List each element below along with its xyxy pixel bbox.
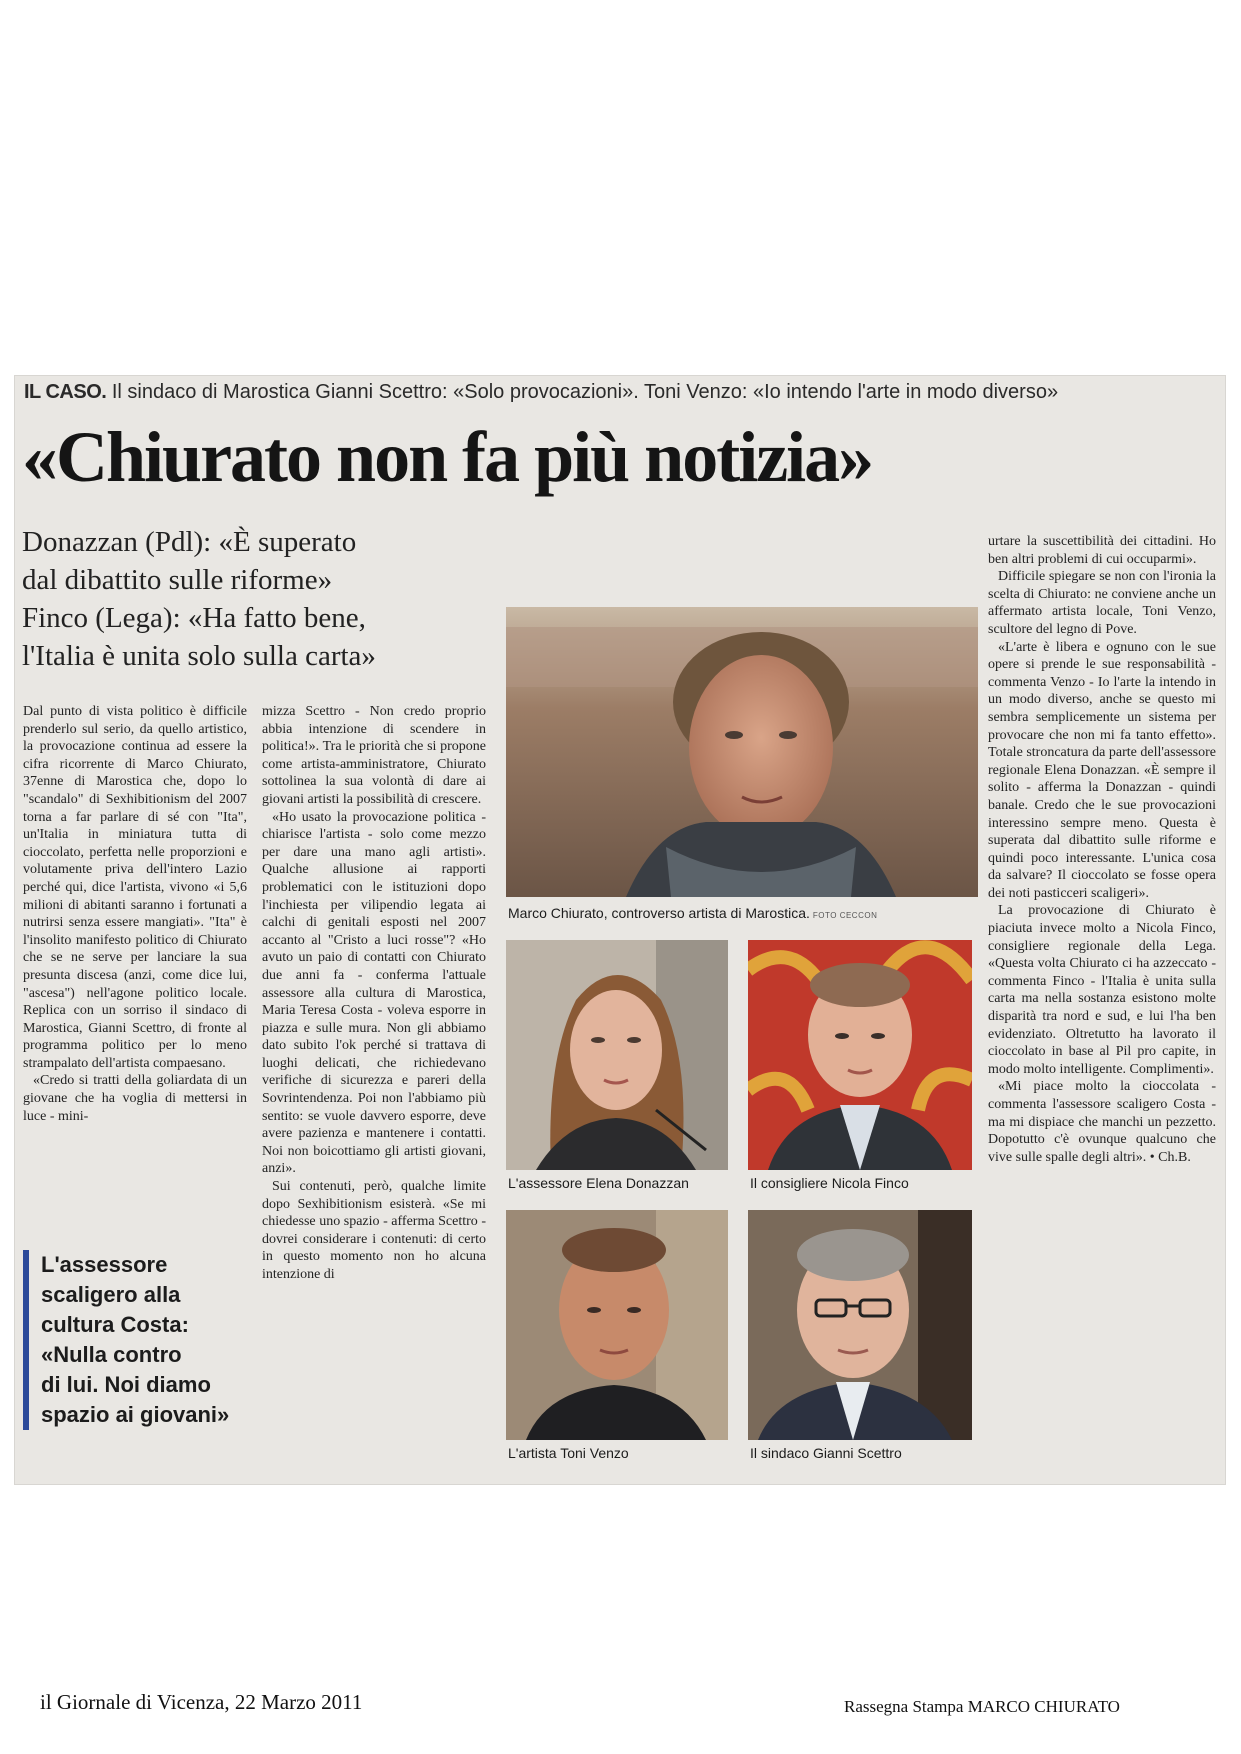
kicker-text: Il sindaco di Marostica Gianni Scettro: «Solo provocazioni». Toni Venzo: «Io intendo l'arte in modo diverso»	[106, 381, 1059, 403]
photo-gianni-scettro	[748, 1210, 972, 1440]
kicker	[24, 381, 1214, 404]
subheadline	[22, 523, 452, 675]
portrait-image	[748, 1210, 972, 1440]
paragraph: «Ho usato la provocazione politica - chiarisce l'artista - solo come mezzo per dare una mano agli artisti». Qualche allusione ai rapporti problematici con le istituzioni dopo l'inchiesta per vilipendio legata ai calchi di genitali esposti nel 2007 accanto al "Cristo a luci rosse"? «Ho avuto un paio di contatti con Chiurato due anni fa - conferma l'attuale assessore alla cultura di Marostica, Maria Teresa Costa - voleva esporre in piazza e sulle mura. Non gli abbiamo dato subito l'ok perché si trattava di luoghi delicati, che richiedevano verifiche di sicurezza e pareri della Sovrintendenza. Poi non l'abbiamo più sentito: se vuole davvero esporre, deve avere pazienza e mantenere i contatti. Noi non boicottiamo gli artisti giovani, anzi».	[262, 809, 486, 1177]
paragraph: «Mi piace molto la cioccolata - commenta l'assessore scaligero Costa - ma mi dispiace che manchi un pezzetto. Dopotutto c'è ovunque qualcuno che vive sulle spalle degli altri». • Ch.B.	[988, 1079, 1216, 1165]
subhead-line: Finco (Lega): «Ha fatto bene,	[22, 602, 366, 634]
headline: «Chiurato non fa più notizia»	[22, 417, 873, 497]
photo-marco-chiurato	[506, 607, 978, 897]
paragraph: Difficile spiegare se non con l'ironia la scelta di Chiurato: ne conviene anche un affermato artista locale, Toni Venzo, scultore del legno di Pove.	[988, 569, 1216, 637]
article-column-1	[23, 703, 247, 1183]
press-review-label: Rassegna Stampa MARCO CHIURATO	[844, 1697, 1120, 1716]
caption-venzo: L'artista Toni Venzo	[508, 1445, 629, 1461]
subhead-line: l'Italia è unita solo sulla carta»	[22, 640, 376, 672]
paragraph: «Credo si tratti della goliardata di un giovane che ha voglia di mettersi in luce - mini-	[23, 1073, 247, 1124]
portrait-image	[506, 940, 728, 1170]
article-column-2	[262, 703, 486, 1473]
article-column-3	[988, 533, 1216, 1478]
subhead-line: dal dibattito sulle riforme»	[22, 564, 333, 596]
kicker-label: IL CASO.	[24, 381, 107, 403]
pull-quote-line: spazio ai giovani»	[41, 1402, 230, 1427]
caption-main	[508, 905, 877, 921]
paragraph: La provocazione di Chiurato è piaciuta invece molto a Nicola Finco, consigliere regionale della Lega. «Questa volta Chiurato ci ha azzeccato - commenta Finco - l'Italia è unita sulla carta ma nella sostanza esistono molte disparità tra nord e sud, e lui l'ha ben evidenziato. Oltretutto ha lavorato il cioccolato in base al Pil pro capite, in modo molto intelligente. Complimenti».	[988, 903, 1216, 1077]
subhead-line: Donazzan (Pdl): «È superato	[22, 526, 357, 558]
paragraph: «L'arte è libera e ognuno con le sue opere si prende le sue responsabilità - commenta Venzo - Io l'arte la intendo in un modo diverso, anche se questo mi sembra semplicemente un sistema per provocare che non mi fa tanto effetto». Totale stroncatura da parte dell'assessore regionale Elena Donazzan. «È sempre il solito - afferma la Donazzan - quindi banale. Credo che le sue provocazioni interessino sempre meno. Questa è superata dal dibattito sulle riforme e quindi poco interessante. L'unica cosa da salvare? Il cioccolato se fosse opera dei noti pasticceri scaligeri».	[988, 639, 1216, 901]
caption-finco: Il consigliere Nicola Finco	[750, 1175, 909, 1191]
pull-quote-line: cultura Costa:	[41, 1312, 189, 1337]
newspaper-clipping	[14, 375, 1226, 1485]
paragraph: mizza Scettro - Non credo proprio abbia intenzione di scendere in politica!». Tra le priorità che si propone come artista-amministratore, Chiurato sottolinea la sua volontà di dare ai giovani artisti la possibilità di crescere.	[262, 704, 486, 807]
pull-quote-line: scaligero alla	[41, 1282, 181, 1307]
pull-quote-line: L'assessore	[41, 1252, 168, 1277]
paragraph: Sui contenuti, però, qualche limite dopo Sexhibitionism esisterà. «Se mi chiedesse uno spazio - afferma Scettro - dovrei considerare i contenuti: di certo in questo momento non ho alcuna intenzione di	[262, 1179, 486, 1282]
caption-donazzan: L'assessore Elena Donazzan	[508, 1175, 689, 1191]
caption-text: Marco Chiurato, controverso artista di Marostica.	[508, 905, 810, 921]
photo-nicola-finco	[748, 940, 972, 1170]
caption-scettro: Il sindaco Gianni Scettro	[750, 1445, 902, 1461]
portrait-image	[506, 1210, 728, 1440]
portrait-image	[506, 607, 978, 897]
paragraph: Dal punto di vista politico è difficile prenderlo sul serio, da quello artistico, la provocazione continua ad essere la cifra ricorrente di Marco Chiurato, 37enne di Marostica che, dopo lo "scandalo" di Sexhibitionism del 2007 torna a far parlare di sé con "Ita", un'Italia in miniatura tutta di cioccolato, perfetta nelle proporzioni e volutamente priva dell'intero Lazio perché qui, dice l'artista, vivono «i 5,6 milioni di abitanti saranno i fortunati a nutrirsi senza essere mangiati». "Ita" è l'insolito manifesto politico di Chiurato che se ne serve per lanciare la sua presunta discesa (anzi, come dice lui, "ascesa") nell'agone politico locale. Replica con un sorriso il sindaco di Marostica, Gianni Scettro, di fronte al programma politico per lo meno strampalato dell'artista compaesano.	[23, 704, 247, 1071]
pull-quote	[23, 1250, 261, 1430]
pull-quote-line: «Nulla contro	[41, 1342, 182, 1367]
photo-elena-donazzan	[506, 940, 728, 1170]
portrait-image	[748, 940, 972, 1170]
pull-quote-line: di lui. Noi diamo	[41, 1372, 211, 1397]
photo-credit: FOTO CECCON	[812, 911, 878, 920]
paragraph: urtare la suscettibilità dei cittadini. Ho ben altri problemi di cui occuparmi».	[988, 534, 1216, 567]
photo-toni-venzo	[506, 1210, 728, 1440]
source-citation: il Giornale di Vicenza, 22 Marzo 2011	[40, 1690, 363, 1714]
